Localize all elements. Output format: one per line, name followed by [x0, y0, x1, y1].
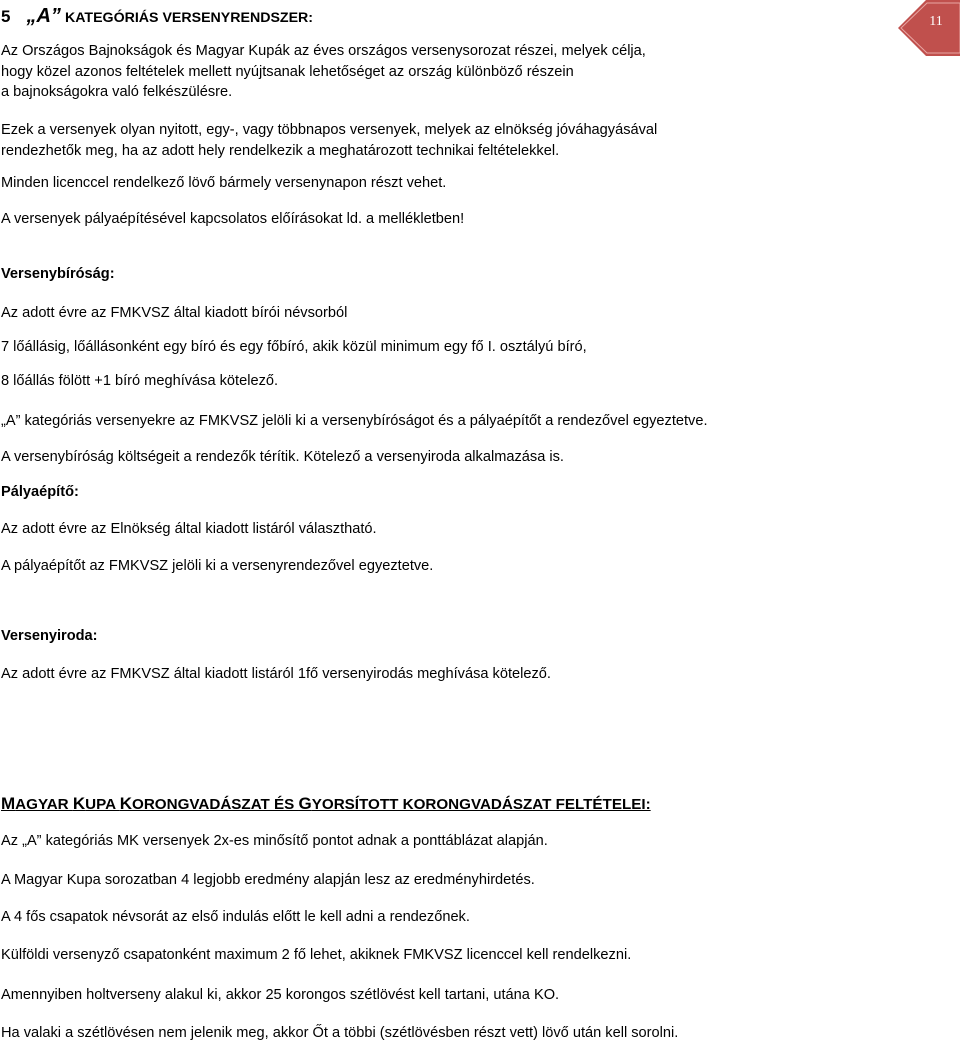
cup-line-2: A Magyar Kupa sorozatban 4 legjobb eredmény alapján lesz az eredményhirdetés.: [1, 872, 535, 888]
intro-paragraph: [1, 41, 801, 103]
builder-heading: Pályaépítő:: [1, 484, 79, 500]
competitions-line: Ezek a versenyek olyan nyitott, egy-, vagy többnapos versenyek, melyek az elnökség jóváhagyásával: [1, 122, 658, 138]
competitions-paragraph: [1, 120, 801, 161]
section-title-a: „A”: [26, 5, 61, 27]
office-heading: Versenyiroda:: [1, 628, 98, 644]
intro-line: Az Országos Bajnokságok és Magyar Kupák az éves országos versenysorozat részei, melyek célja,: [1, 43, 646, 59]
cup-line-4: Külföldi versenyző csapatonként maximum 2 fő lehet, akiknek FMKVSZ licenccel kell rendelkezni.: [1, 947, 632, 963]
section-title-rest: KATEGÓRIÁS VERSENYRENDSZER:: [64, 10, 314, 26]
heading-text: ORONGVADÁSZAT ÉS: [132, 796, 299, 813]
heading-text: UPA: [85, 796, 120, 813]
cup-line-1: Az „A” kategóriás MK versenyek 2x-es minősítő pontot adnak a ponttáblázat alapján.: [1, 833, 548, 849]
section-heading: [1, 4, 313, 28]
heading-text: YORSÍTOTT KORONGVADÁSZAT FELTÉTELEI:: [311, 796, 651, 813]
page-number: 11: [929, 14, 943, 29]
office-line-1: Az adott évre az FMKVSZ által kiadott listáról 1fő versenyirodás meghívása kötelező.: [1, 666, 551, 682]
builder-line-2: A pályaépítőt az FMKVSZ jelöli ki a versenyrendezővel egyeztetve.: [1, 558, 434, 574]
jury-line-2: 7 lőállásig, lőállásonként egy bíró és egy főbíró, akik közül minimum egy fő I. osztályú bíró,: [1, 339, 587, 355]
competitions-line: rendezhetők meg, ha az adott hely rendelkezik a meghatározott technikai feltételekkel.: [1, 142, 560, 159]
cup-line-3: A 4 fős csapatok névsorát az első indulás előtt le kell adni a rendezőnek.: [1, 909, 470, 925]
heading-cap: G: [298, 794, 312, 813]
section-number: 5: [1, 7, 11, 26]
license-paragraph: Minden licenccel rendelkező lövő bármely versenynapon részt vehet.: [1, 175, 447, 191]
intro-line: hogy közel azonos feltételek mellett nyújtsanak lehetőséget az ország különböző részein: [1, 63, 574, 80]
rules-paragraph: A versenyek pályaépítésével kapcsolatos előírásokat ld. a mellékletben!: [1, 211, 465, 227]
heading-cap: M: [1, 794, 16, 813]
jury-line-1: Az adott évre az FMKVSZ által kiadott bírói névsorból: [1, 305, 348, 321]
heading-cap: K: [72, 794, 86, 813]
heading-cap: K: [119, 794, 132, 813]
jury-line-3: 8 lőállás fölött +1 bíró meghívása kötelező.: [1, 373, 279, 389]
cup-conditions-heading: [1, 794, 651, 814]
builder-line-1: Az adott évre az Elnökség által kiadott listáról választható.: [1, 521, 377, 537]
cup-line-5: Amennyiben holtverseny alakul ki, akkor 25 korongos szétlövést kell tartani, utána KO.: [1, 987, 560, 1003]
intro-line: a bajnokságokra való felkészülésre.: [1, 84, 233, 100]
jury-line-4: „A” kategóriás versenyekre az FMKVSZ jelöli ki a versenybíróságot és a pályaépítőt a rendezővel egyeztetve.: [1, 413, 708, 429]
cup-line-6: Ha valaki a szétlövésen nem jelenik meg, akkor Őt a többi (szétlövésben részt vett) lövő után kell sorolni.: [1, 1025, 679, 1041]
jury-line-5: A versenybíróság költségeit a rendezők térítik. Kötelező a versenyiroda alkalmazása is.: [1, 449, 564, 465]
jury-heading: Versenybíróság:: [1, 266, 115, 282]
page-number-badge: [898, 0, 960, 56]
heading-text: AGYAR: [15, 796, 73, 813]
